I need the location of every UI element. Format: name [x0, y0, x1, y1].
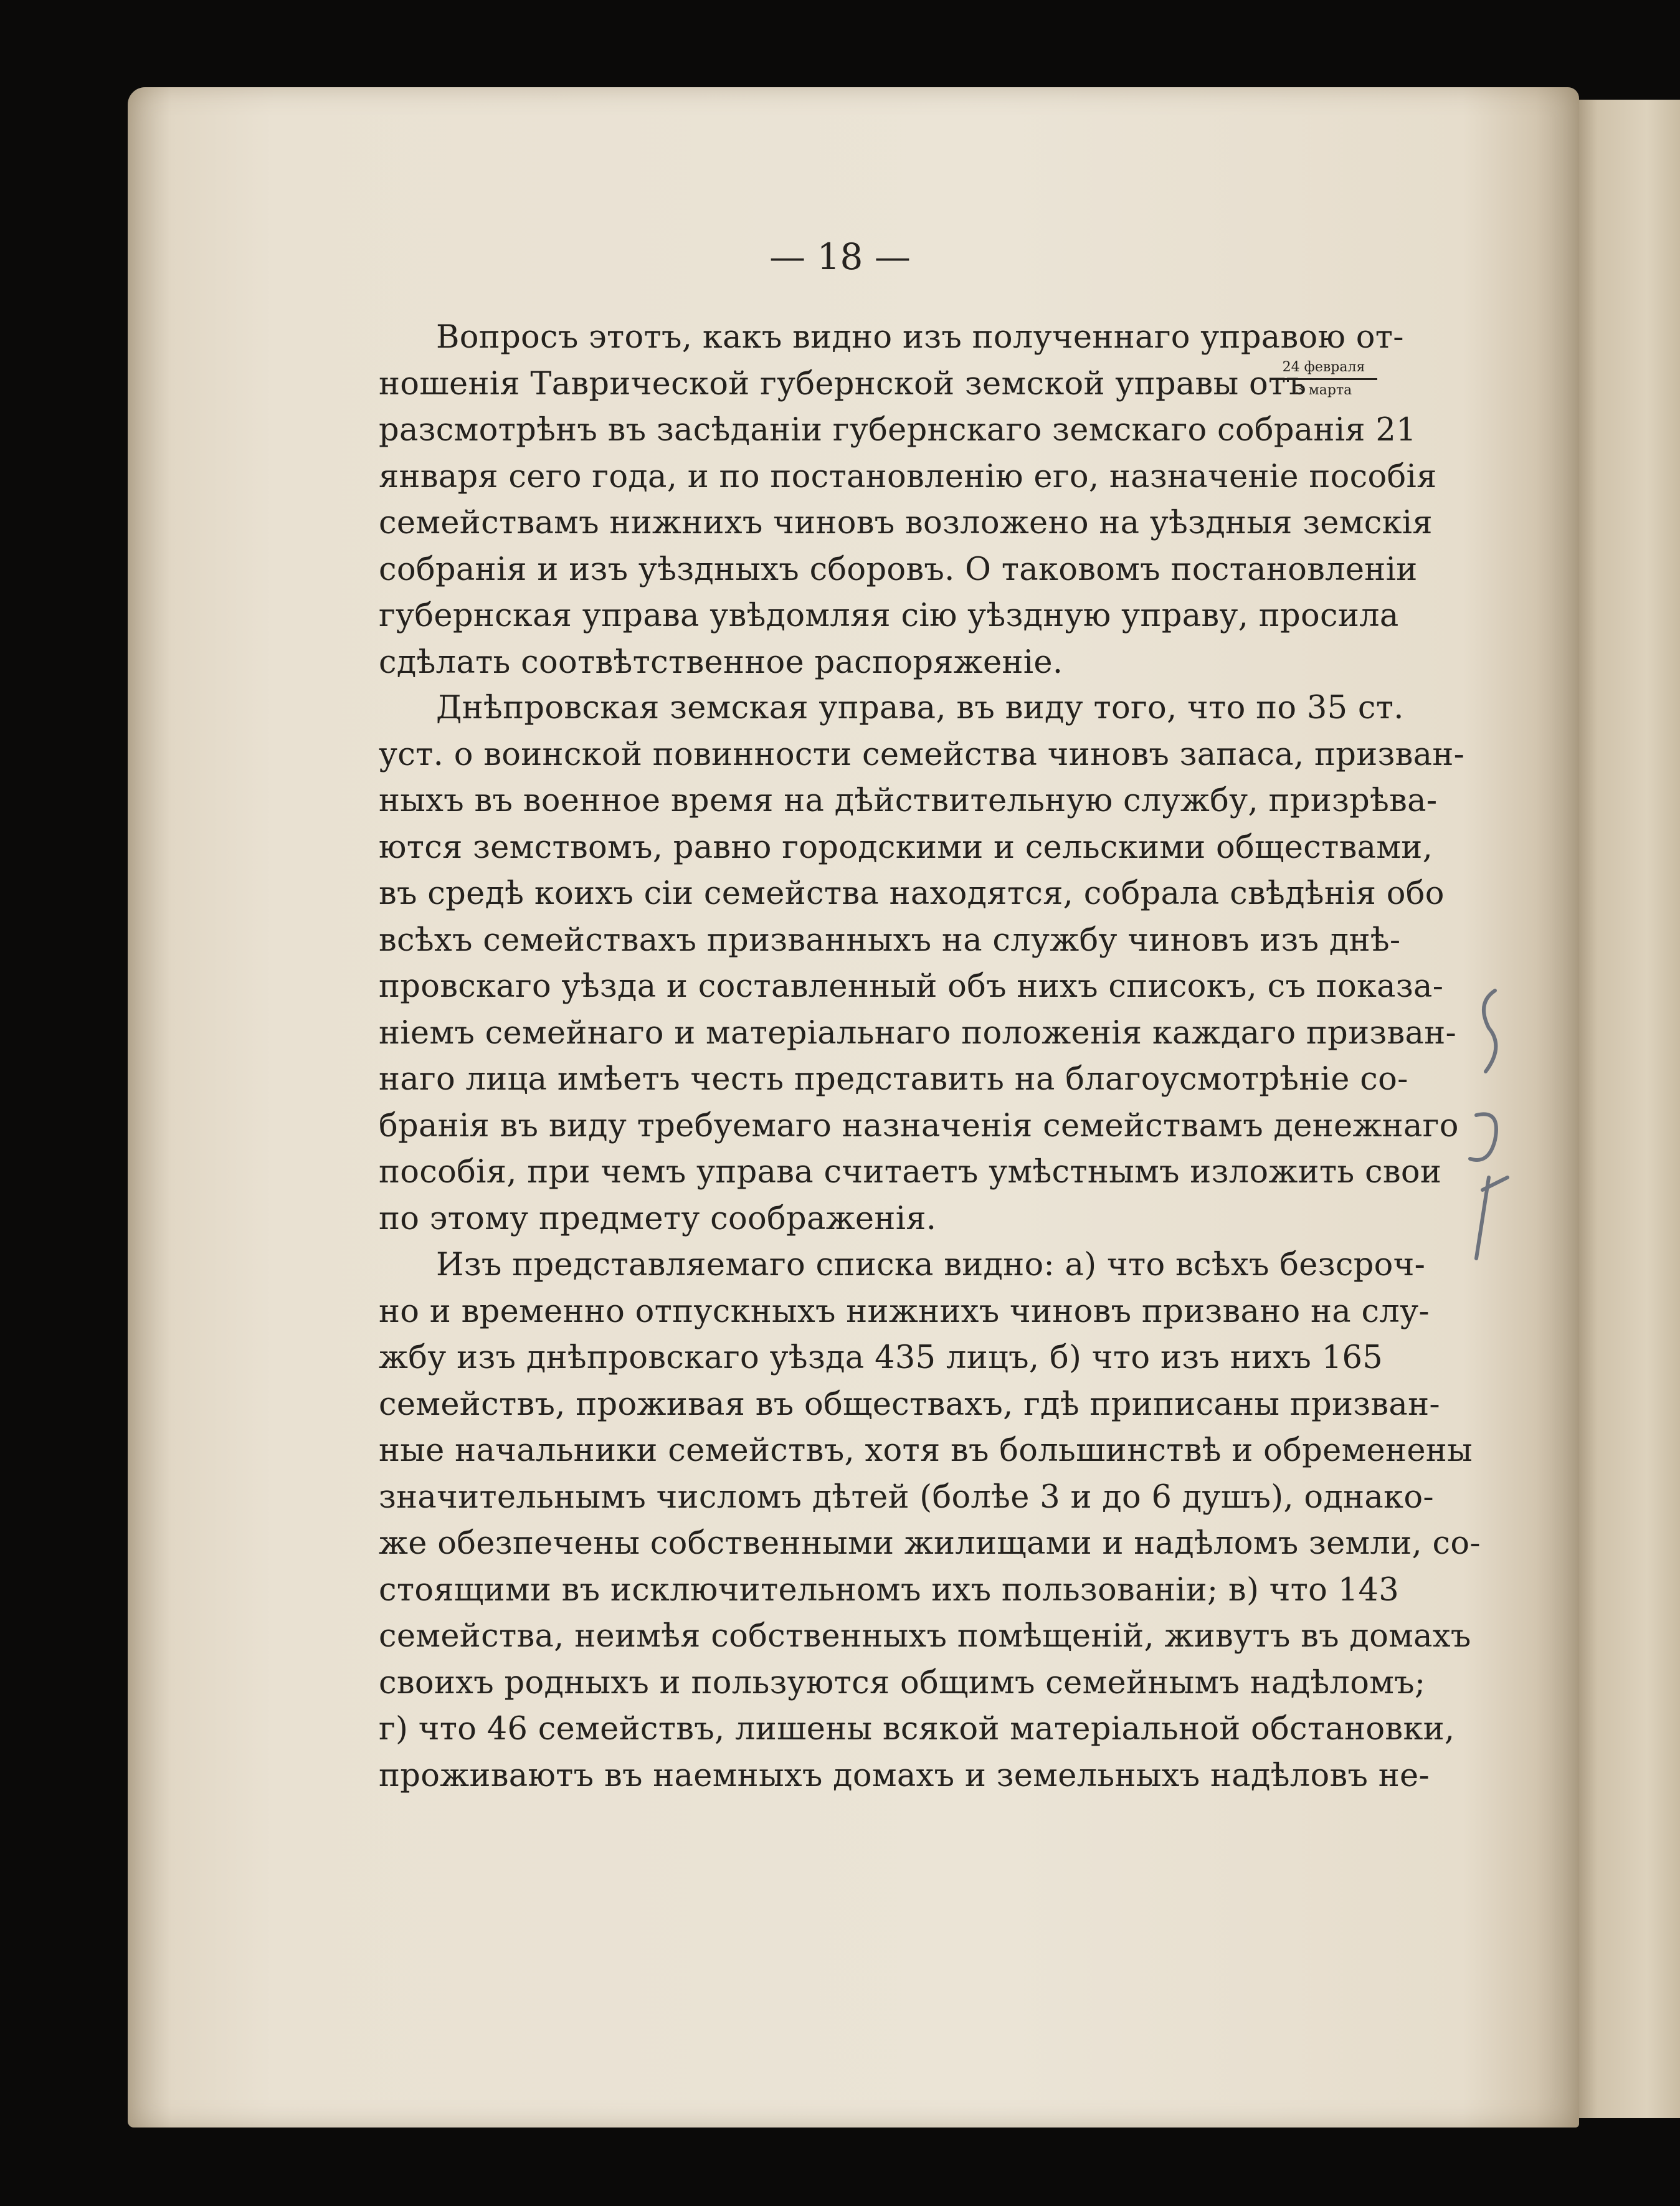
fraction-numerator: 24 февраля [1282, 359, 1365, 375]
text-line: жбу изъ днѣпровскаго уѣзда 435 лицъ, б) что изъ нихъ 165 [379, 1339, 1383, 1376]
text-line: г) что 46 семействъ, лишены всякой матеріальной обстановки, [379, 1711, 1455, 1747]
text-line: ношенія Таврической губернской земской управы отъ [379, 365, 1307, 402]
text-line: уст. о воинской повинности семейства чиновъ запаса, призван- [379, 736, 1465, 773]
text-line: бранія въ виду требуемаго назначенія семействамъ денежнаго [379, 1107, 1459, 1144]
pencil-marginal-note [1451, 972, 1526, 1283]
text-line: сдѣлать соотвѣтственное распоряженіе. [379, 644, 1063, 681]
text-line: губернская управа увѣдомляя сію уѣздную управу, просила [379, 597, 1399, 634]
text-line: значительнымъ числомъ дѣтей (болѣе 3 и до 6 душъ), однако- [379, 1478, 1434, 1516]
text-line: стоящими въ исключительномъ ихъ пользованіи; в) что 143 [379, 1571, 1399, 1609]
text-line: ніемъ семейнаго и матеріальнаго положенія каждаго призван- [379, 1014, 1457, 1052]
paragraph-3 [379, 1242, 1481, 1799]
adjacent-page-edge [1570, 100, 1680, 2118]
text-line: ются земствомъ, равно городскими и сельскими обществами, [379, 829, 1433, 866]
text-line: семействъ, проживая въ обществахъ, гдѣ приписаны призван- [379, 1386, 1440, 1423]
text-line: но и временно отпускныхъ нижнихъ чиновъ призвано на слу- [379, 1293, 1430, 1330]
text-line: ныхъ въ военное время на дѣйствительную службу, призрѣва- [379, 782, 1438, 819]
page-number: — 18 — [769, 235, 911, 278]
text-line: своихъ родныхъ и пользуются общимъ семейнымъ надѣломъ; [379, 1664, 1426, 1701]
text-line: же обезпечены собственными жилищами и надѣломъ земли, со- [379, 1525, 1481, 1562]
text-line: пособія, при чемъ управа считаетъ умѣстнымъ изложить свои [379, 1154, 1442, 1191]
text-line: проживаютъ въ наемныхъ домахъ и земельныхъ надѣловъ не- [379, 1757, 1430, 1794]
paragraph-1 [379, 315, 1437, 686]
text-line: разсмотрѣнъ въ засѣданіи губернскаго земскаго собранія 21 [379, 412, 1417, 449]
text-line: ные начальники семействъ, хотя въ большинствѣ и обременены [379, 1432, 1473, 1469]
text-line: всѣхъ семействахъ призванныхъ на службу чиновъ изъ днѣ- [379, 921, 1401, 959]
text-line: въ средѣ коихъ сіи семейства находятся, собрала свѣдѣнія обо [379, 875, 1445, 912]
fraction-denominator: 3 марта [1295, 383, 1352, 398]
text-line: Вопросъ этотъ, какъ видно изъ полученнаго управою от- [436, 319, 1404, 356]
text-line: по этому предмету соображенія. [379, 1200, 937, 1237]
text-line: Изъ представляемаго списка видно: а) что всѣхъ безсроч- [436, 1247, 1426, 1283]
text-line: января сего года, и по постановленію его, назначеніе пособія [379, 458, 1437, 495]
paragraph-2 [379, 685, 1465, 1242]
text-line: провскаго уѣзда и составленный объ нихъ списокъ, съ показа- [379, 968, 1444, 1005]
text-line: наго лица имѣетъ честь представить на благоусмотрѣніе со- [379, 1061, 1408, 1098]
text-line: собранія и изъ уѣздныхъ сборовъ. О таковомъ постановленіи [379, 551, 1418, 588]
text-line: семейства, неимѣя собственныхъ помѣщеній, живутъ въ домахъ [379, 1618, 1471, 1655]
text-line: семействамъ нижнихъ чиновъ возложено на уѣздныя земскія [379, 505, 1433, 541]
text-line: Днѣпровская земская управа, въ виду того, что по 35 ст. [436, 690, 1404, 726]
